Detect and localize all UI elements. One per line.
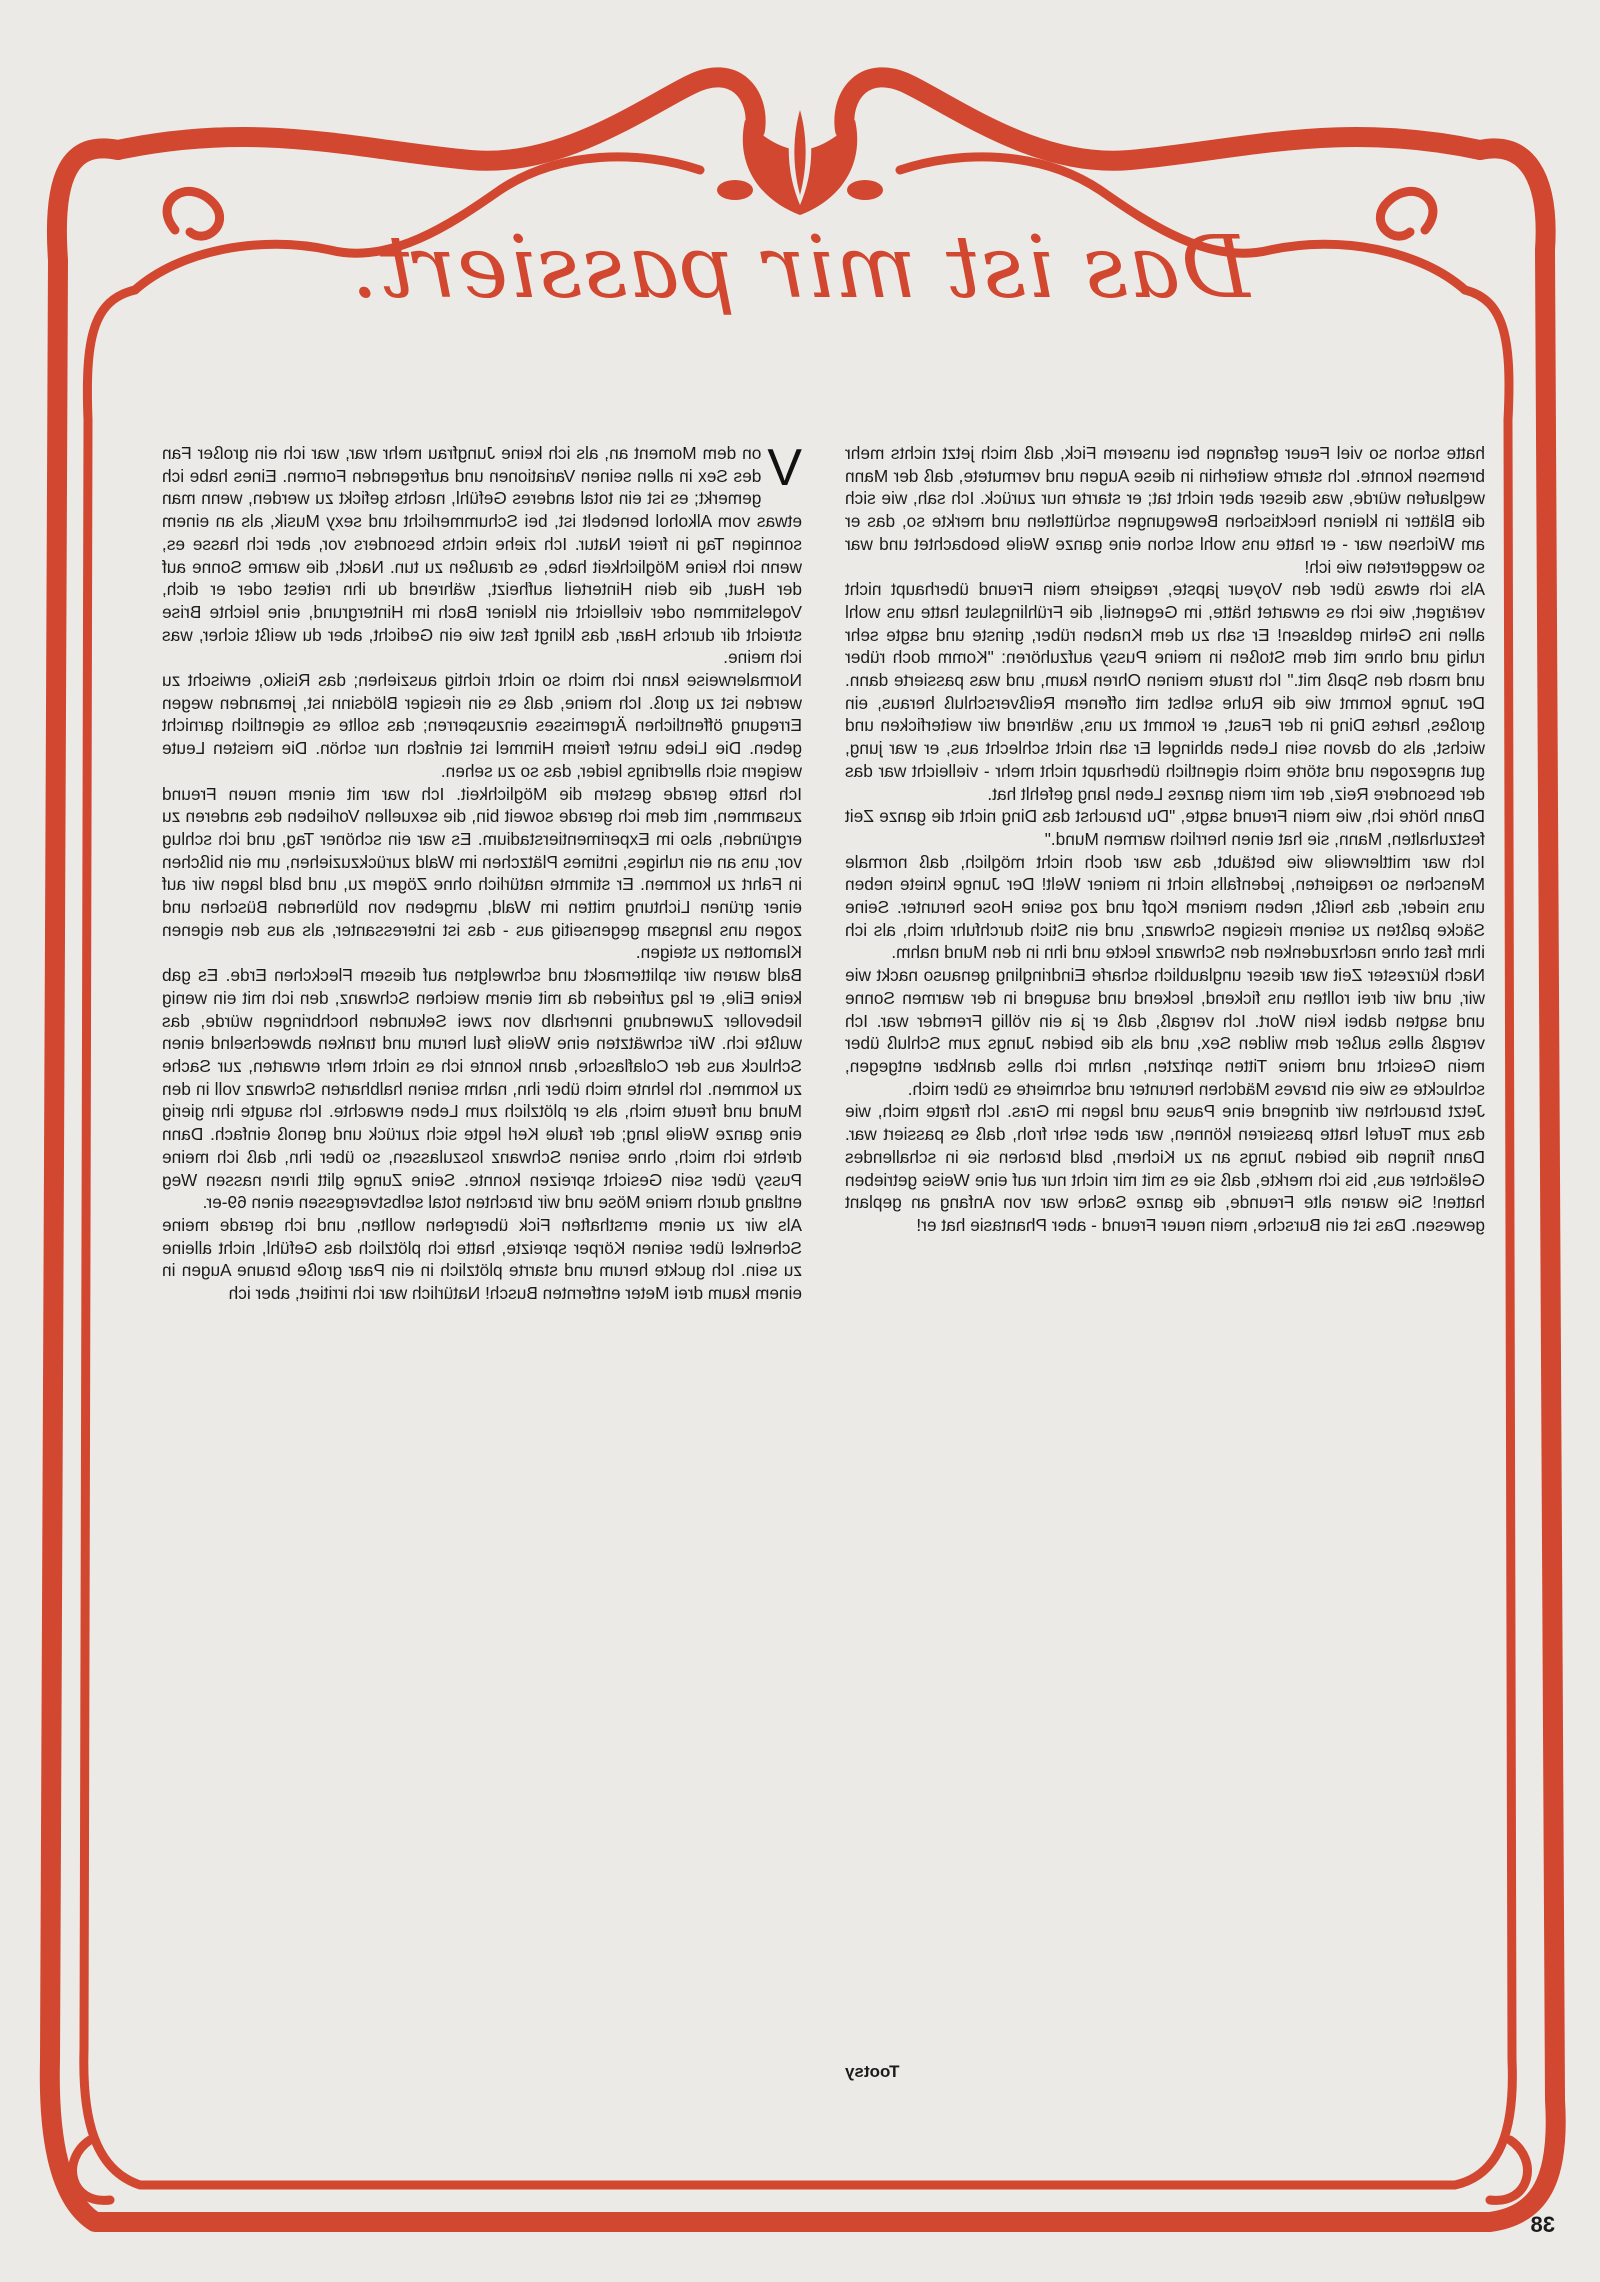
paragraph: Als wir zu einem ernsthaften Fick übergehen wollten, und ich gerade meine Schenkel über seinen Körper spreizte, hatte ich plötzlich das Gefühl, nicht alleine zu sein. Ich guckte herum und starrte plötzlich in ein Paar große braune Augen in einem kaum drei Meter entfernten Busch! Natürlich war ich irritiert, aber ich (162, 1214, 802, 1304)
drop-cap: V (767, 442, 802, 497)
paragraph: Normalerweise kann ich mich so nicht richtig ausziehen; das Risiko, erwischt zu werden ist zu groß. Ich meine, daß es ein riesiger Blödsinn ist, jemanden wegen Erregung öffentlichen Ärgernisses einzusperren; das sollte es eigentlich garnicht geben. Die Liebe unter freiem Himmel ist einfach nur schön. Die meisten Leute weigern sich allerdings leider, das so zu sehen. (162, 670, 802, 781)
page-title: Das ist mir passiert. (350, 218, 1250, 318)
paragraph: Nach kürzester Zeit war dieser unglaublich scharfe Eindringling genauso nackt wie wir, und wir drei rollten uns fickend, leckend und saugend in der warmen Sonne und sagten dabei kein Wort. Ich vergaß, daß er ja ein völlig Fremder war. Ich vergaß alles außer dem wilden Sex, und als die beiden Jungs zum Schluß über mein Gesicht und meine Titten spritzten, nahm ich alles dankbar entgegen, schluckte es wie ein braves Mädchen herunter und schmierte es über mich. (845, 965, 1485, 1099)
paragraph: Jetzt brauchten wir dringend eine Pause und lagen im Gras. Ich fragte mich, wie das zum Teufel hatte passieren können, war aber sehr froh, daß es passiert war. Dann fingen die beiden Jungs an zu Kichern, bald brachen sie in schallendes Gelächter aus, bis ich merkte, daß sie es mit mir nicht nur auf eine Weise getrieben hatten! Sie waren alte Freunde, die ganze Sache war von Anfang an geplant gewesen. Das ist ein Bursche, mein neuer Freund - aber Phantasie hat er! (845, 1101, 1485, 1235)
paragraph: on dem Moment an, als ich keine Jungfrau mehr war, war ich ein großer Fan des Sex in allen seinen Variationen und aufregenden Formen. Eines habe ich gemerkt; es ist ein total anderes Gefühl, nachts gefickt zu werden, wenn man etwas vom Alkohol benebelt ist, bei Schummerlicht und sexy Musik, als an einem sonnigen Tag in freier Natur. Ich ziehe nichts besonders vor, aber ich hasse es, wenn ich keine Möglichkeit habe, es draußen zu tun. Nackt, die warme Sonne auf der Haut, die dein Hinterteil aufheizt, während du ihn reitest oder er dich, Vogelstimmen oder vielleicht ein kleiner Bach im Hintergrund, eine leichte Brise streicht dir durchs Haar, das klingt fast wie ein Gedicht, aber du weißt sicher, was ich meine. (162, 443, 802, 668)
page-number: 38 (1530, 2212, 1555, 2237)
author-signature: Tootsy (845, 2062, 900, 2081)
paragraph: Bald waren wir splitternackt und schwelgten auf diesem Fleckchen Erde. Es gab keine Eile, er lag zufrieden da mit einem weichen Schwanz, den ich mit ein wenig liebevoller Zuwendung innerhalb von zwei Sekunden hochbringen würde, das wußte ich. Wir schwätzten eine Weile faul herum und tranken abwechselnd einen Schluck aus der Colaflasche, dann konnte ich es nicht mehr erwarten, zur Sache zu kommen. Ich lehnte mich über ihn, nahm seinen halbharten Schwanz voll in den Mund und freute mich, als er plötzlich zum Leben erwachte. Ich saugte ihn gierig eine ganze Weile lang; der faule Kerl legte sich zurück und genoß einfach. Dann drehte ich mich, ohne seinen Schwanz loszulassen, so über ihn, daß ich meine Pussy über sein Gesicht spreizen konnte. Seine Zunge glitt ihren nassen Weg entlang durch meine Möse und wir brachten total selbstvergessen einen 69-er. (162, 965, 802, 1213)
paragraph: hatte schon so viel Feuer gefangen bei unserem Fick, daß mich jetzt nichts mehr bremsen konnte. Ich starrte weiterhin in diese Augen und vermutete, daß der Mann weglaufen würde, was dieser aber nicht tat; er starrte nur zurück. Ich sah, wie sich die Blätter in kleinen hecktischen Bewegungen schüttelten und merkte so, das er am Wichsen war - er hatte uns wohl schon eine ganze Weile beobachtet und war so weggetreten wie ich! (845, 443, 1485, 577)
article-column-1 (162, 442, 802, 2092)
article-column-2 (845, 442, 1485, 2092)
paragraph: Ich war mittlerweile wie betäubt, das war doch nicht möglich, daß normale Menschen so reagierten, jedenfalls nicht in meiner Welt! Der Junge kniete neben uns nieder, das heißt, neben meinem Kopf und zog seine Hose herunter. Seine Säcke paßten zu seinem riesigen Schwanz, und ein Stich durchfuhr mich, als ich ihm fast ohne nachzudenken den Schwanz leckte und ihn in den Mund nahm. (845, 851, 1485, 963)
paragraph: Dann hörte ich, wie mein Freund sagte, "Du brauchst das Ding nicht die ganze Zeit festzuhalten, Mann, sie hat einen herrlich warmen Mund." (845, 806, 1485, 849)
paragraph: Als ich etwas über den Voyeur japste, reagierte mein Freund überhaupt nicht verärgert, wie ich es erwartet hätte, im Gegenteil, die Frühlingslust hatte uns wohl allen ins Gehirn geblasen! Er sah zu dem Knaben rüber, grinste und sagte sehr ruhig und ohne mit dem Stoßen in meine Pussy aufzuhören: "Komm doch rüber und mach den Spaß mit." Ich traute meinen Ohren kaum, und was passierte dann. Der Junge kommt wie die Ruhe selbst mit offenem Reißverschluß heraus, ein großes, hartes Ding in der Faust, er kommt zu uns, während wir weiterficken und wichst, als ob davon sein Leben abhingel Er sah nicht schlecht aus, er war jung, gut angezogen und störte mich eigentlich überhaupt nicht mehr - vielleicht war das der besondere Reiz, der mir mein ganzes Leben lang gefehlt hat. (845, 579, 1485, 804)
paragraph: Ich hatte gerade gestern die Möglichkeit. Ich war mit einem neuen Freund zusammen, mit dem ich gerade soweit bin, die sexuellen Vorlieben des anderen zu ergründen, also im Experimentierstadium. Es war ein schöner Tag, und ich schlug vor, uns an ein ruhiges, intimes Plätzchen im Wald zurückzuziehen, um ein bißchen in Fahrt zu kommen. Er stimmte natürlich ohne Zögern zu, und bald lagen wir auf einer grünen Lichtung mitten im Wald, umgeben von blühenden Büschen und zogen uns langsam gegenseitig aus - das ist interessanter, als aus den eigenen Klamotten zu steigen. (162, 783, 802, 963)
